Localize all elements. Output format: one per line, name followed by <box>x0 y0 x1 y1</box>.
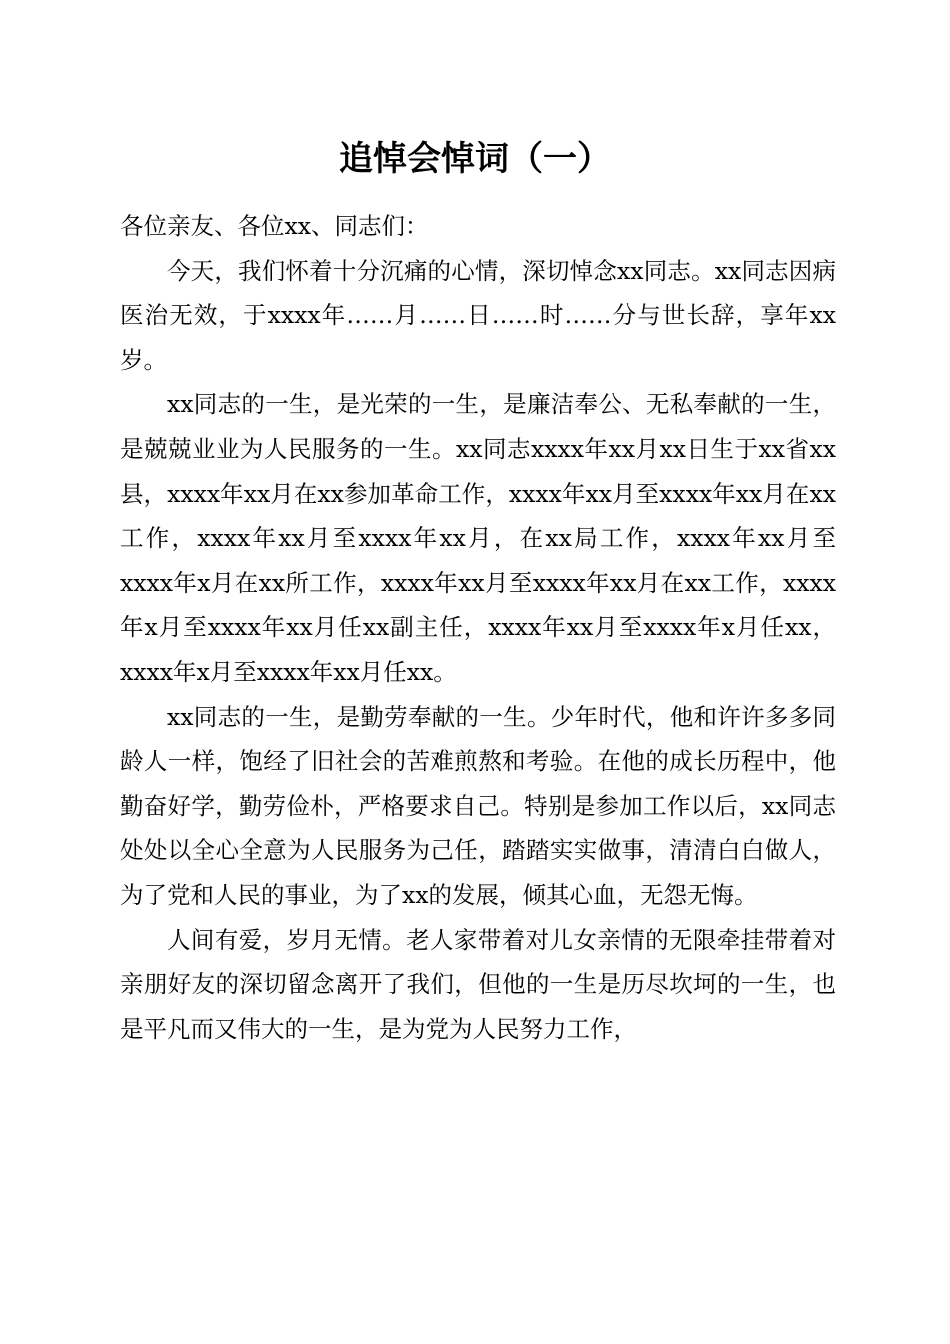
salutation: 各位亲友、各位xx、同志们： <box>120 212 429 240</box>
paragraph-4: 人间有爱，岁月无情。老人家带着对儿女亲情的无限牵挂带着对亲朋好友的深切留念离开了我们，但他的一生是历尽坎坷的一生，也是平凡而又伟大的一生，是为党为人民努力工作， <box>120 925 836 1043</box>
paragraph-3: xx同志的一生，是勤劳奉献的一生。少年时代，他和许许多多同龄人一样，饱经了旧社会的苦难煎熬和考验。在他的成长历程中，他勤奋好学，勤劳俭朴，严格要求自己。特别是参加工作以后，xx同志处处以全心全意为人民服务为己任，踏踏实实做事，清清白白做人，为了党和人民的事业，为了xx的发展，倾其心血，无怨无悔。 <box>120 702 836 909</box>
paragraph-2: xx同志的一生，是光荣的一生，是廉洁奉公、无私奉献的一生，是兢兢业业为人民服务的一生。xx同志xxxx年xx月xx日生于xx省xx县，xxxx年xx月在xx参加革命工作，xxxx年xx月至xxxx年xx月在xx工作，xxxx年xx月至xxxx年xx月，在xx局工作，xxxx年xx月至xxxx年x月在xx所工作，xxxx年xx月至xxxx年xx月在xx工作，xxxx年x月至xxxx年xx月任xx副主任，xxxx年xx月至xxxx年x月任xx，xxxx年x月至xxxx年xx月任xx。 <box>120 390 836 686</box>
paragraph-1: 今天，我们怀着十分沉痛的心情，深切悼念xx同志。xx同志因病医治无效，于xxxx年……月……日……时……分与世长辞，享年xx岁。 <box>120 256 836 374</box>
document-title: 追悼会悼词（一） <box>339 139 611 179</box>
document-body <box>120 204 836 1051</box>
